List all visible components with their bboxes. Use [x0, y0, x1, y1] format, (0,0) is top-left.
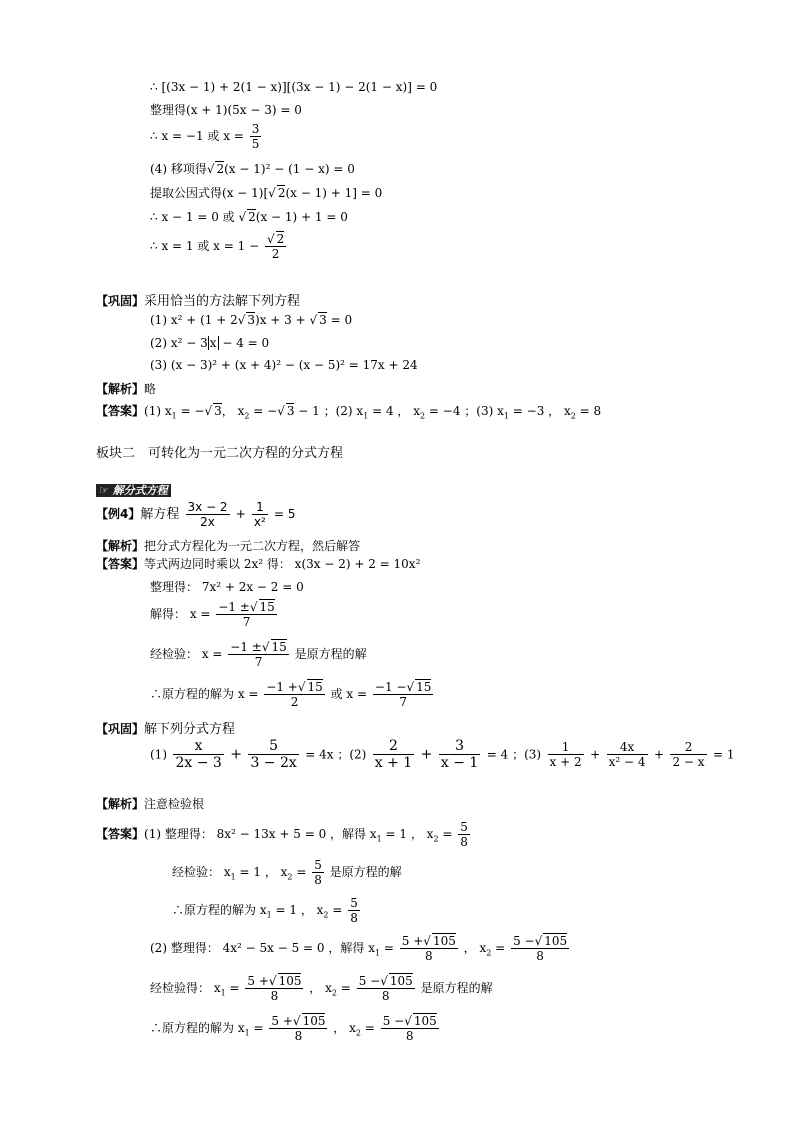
denominator: 8 — [424, 949, 433, 963]
subscript: 2 — [420, 411, 426, 421]
eq-line-2-expr: (x + 1)(5x − 3) = 0 — [186, 103, 302, 117]
eq-part: 5 + — [247, 974, 269, 988]
jiexi-text: 注意检验根 — [144, 797, 205, 811]
denominator: 7 — [399, 695, 407, 709]
sqrt: 2 — [216, 162, 225, 176]
eq-line-5-prefix: 提取公因式得 — [150, 186, 223, 200]
eq-part: ， x — [463, 941, 487, 955]
subscript: 1 — [266, 910, 272, 920]
subscript: 1 — [503, 411, 509, 421]
eq-part: 5 − — [513, 934, 535, 948]
numerator: −1 −√ 15 — [374, 680, 432, 694]
operator: + — [653, 747, 665, 762]
example-4-step-3 — [150, 640, 367, 669]
numerator: 5 — [248, 738, 298, 755]
jiexi-label: 【解析】 — [96, 539, 145, 553]
eq-part: = −4 ；(3) x — [425, 404, 504, 418]
sqrt: 105 — [432, 934, 456, 948]
numerator: √ 2 — [266, 232, 285, 246]
numerator: 3x − 2 — [187, 500, 228, 514]
subscript: 2 — [323, 910, 329, 920]
eq-part: ， x — [221, 404, 245, 418]
eq-line-7 — [150, 232, 288, 261]
operator: + — [235, 507, 246, 521]
gonggu-2-jiexi — [96, 797, 204, 811]
denominator: 2 — [290, 695, 299, 709]
eq-part: = — [225, 981, 240, 995]
eq-part: 或 x = — [330, 687, 368, 701]
example-4-answer — [96, 557, 420, 571]
gonggu-1-answer: 【答案】(1) $x_1$ = −√ 3， $x_2$ = −√ 3 − 1 ；(2) $x_1 = 4$ ， $x_2 = -4$ ；(3) $x_1 = -3$ ， $x_2 = 8$ — [96, 404, 602, 421]
eq-part: = — [249, 1021, 264, 1035]
eq-part: ∴原方程的解为 x — [150, 1021, 245, 1035]
fraction — [400, 934, 458, 963]
eq-part: = −3 ， x — [508, 404, 571, 418]
gonggu-2-answer-2 — [150, 934, 571, 963]
gonggu-label: 【巩固】 — [96, 722, 145, 736]
sqrt: 105 — [302, 1014, 326, 1028]
numerator: 4x — [607, 740, 648, 755]
sqrt: 105 — [413, 1014, 437, 1028]
fraction — [670, 740, 706, 769]
eq-part: 经检验： x — [172, 865, 231, 879]
eq-part: − 4 = 0 — [222, 336, 270, 350]
numerator: −1 ±√ 15 — [230, 640, 287, 654]
answer-label: 【答案】 — [96, 827, 145, 841]
example-4-jiexi — [96, 539, 360, 553]
example-4-step-4 — [150, 680, 435, 709]
eq-line-5-a: (x − 1)[ — [222, 186, 269, 200]
eq-part: = — [292, 865, 307, 879]
answer-text: 等式两边同时乘以 2x² 得： x(3x − 2) + 2 = 10x² — [144, 557, 421, 571]
eq-part: = 4 ；(3) — [486, 747, 542, 762]
eq-part: = — [438, 827, 453, 841]
operator: + — [230, 746, 242, 763]
subscript: 1 — [376, 834, 382, 844]
eq-part: = — [491, 941, 506, 955]
numerator: 5 +√ 105 — [401, 934, 456, 948]
numerator: 3 — [439, 738, 480, 755]
denominator: 2 − x — [672, 755, 705, 769]
subscript: 1 — [363, 411, 369, 421]
abs-value: x — [209, 336, 217, 350]
sqrt: 105 — [544, 934, 568, 948]
eq-line-5: 提取公因式得(x − 1)[√ 2(x − 1) + 1] = 0 — [150, 186, 383, 200]
eq-part: − 1 ；(2) x — [294, 404, 364, 418]
gonggu-2-check-2 — [150, 974, 493, 1003]
denominator: 2x − 3 — [175, 755, 222, 771]
subscript: 1 — [374, 948, 381, 958]
gonggu-1-eq-2 — [150, 336, 269, 350]
eq-part: −1 − — [374, 680, 407, 694]
eq-part: ∴原方程的解为 x = — [150, 687, 259, 701]
subscript: 1 — [244, 1028, 250, 1038]
numerator: 2 — [670, 740, 706, 755]
eq-part: 5 + — [271, 1014, 293, 1028]
eq-part: (1) x² + (1 + 2 — [150, 313, 238, 327]
eq-line-2-prefix: 整理得 — [150, 103, 187, 117]
eq-part: )x + 3 + — [255, 313, 306, 327]
fraction — [265, 232, 286, 261]
sqrt: 2 — [277, 186, 286, 200]
eq-line-6: ∴ x − 1 = 0 或 √ 2(x − 1) + 1 = 0 — [150, 210, 348, 224]
eq-line-4-prefix: (4) 移项得 — [150, 162, 207, 176]
eq-part: = 1 ， x — [381, 827, 434, 841]
sqrt: 105 — [389, 974, 413, 988]
eq-line-6-b: (x − 1) + 1 = 0 — [255, 210, 348, 224]
fraction — [439, 738, 480, 771]
example-4-step-1: 整理得： 7x² + 2x − 2 = 0 — [150, 580, 304, 594]
numerator: 5 +√ 105 — [247, 974, 302, 988]
denominator: x − 1 — [440, 755, 479, 771]
jiexi-text: 把分式方程化为一元二次方程，然后解答 — [144, 539, 361, 553]
eq-part: = — [328, 903, 343, 917]
gonggu-2-problems — [150, 738, 735, 771]
eq-part: −1 + — [266, 680, 298, 694]
denominator: 8 — [294, 1029, 303, 1043]
sqrt: 15 — [271, 640, 287, 654]
subscript: 1 — [220, 988, 226, 998]
eq-part: 经检验： x = — [150, 647, 223, 661]
sqrt: 15 — [259, 600, 275, 614]
denominator: 2x — [200, 515, 215, 529]
eq-part: 是原方程的解 — [420, 981, 493, 995]
eq-part: = 5 — [273, 507, 296, 521]
topic-badge-text: ☞ 解分式方程 — [96, 484, 171, 497]
fraction — [264, 680, 325, 709]
eq-line-1: ∴ [(3x − 1) + 2(1 − x)][(3x − 1) − 2(1 − x)] = 0 — [150, 80, 438, 94]
jiexi-label: 【解析】 — [96, 382, 145, 396]
gonggu-2-conclude-1 — [172, 896, 362, 925]
subscript: 2 — [355, 1028, 361, 1038]
eq-line-2 — [150, 103, 302, 117]
eq-line-4: (4) 移项得√ 2(x − 1)² − (1 − x) = 0 — [150, 162, 355, 176]
denominator: 8 — [350, 911, 358, 925]
eq-line-5-b: (x − 1) + 1] = 0 — [285, 186, 383, 200]
eq-part: 解得： x = — [150, 607, 211, 621]
eq-part: = 0 — [330, 313, 353, 327]
denominator: 5 — [251, 137, 260, 151]
fraction — [548, 740, 584, 769]
fraction — [511, 934, 569, 963]
eq-part: 5 + — [401, 934, 424, 948]
gonggu-title: 采用恰当的方法解下列方程 — [144, 294, 301, 309]
eq-part: = − — [249, 404, 278, 418]
eq-part: (1) 整理得： 8x² − 13x + 5 = 0 ，解得 x — [144, 827, 377, 841]
gonggu-1-heading — [96, 290, 300, 309]
denominator: 8 — [536, 949, 544, 963]
gonggu-title: 解下列分式方程 — [144, 722, 236, 737]
answer-label: 【答案】 — [96, 404, 145, 418]
numerator: 5 +√ 105 — [271, 1014, 326, 1028]
eq-part: 经检验得： x — [150, 981, 221, 995]
numerator: 5 −√ 105 — [382, 1014, 437, 1028]
fraction — [186, 500, 230, 529]
subscript: 2 — [486, 948, 492, 958]
topic-badge — [96, 479, 171, 498]
fraction — [458, 820, 470, 849]
eq-part: (2) 整理得： 4x² − 5x − 5 = 0 ，解得 x — [150, 941, 375, 955]
problem-number: (1) — [150, 747, 167, 762]
numerator: 3 — [251, 122, 260, 136]
operator: + — [420, 746, 433, 763]
sqrt: 3 — [214, 404, 222, 418]
fraction — [228, 640, 289, 669]
example-title: 解方程 — [140, 507, 180, 522]
numerator: −1 +√ 15 — [266, 680, 323, 694]
sqrt: 105 — [278, 974, 302, 988]
denominator: 7 — [242, 615, 251, 629]
fraction — [373, 680, 434, 709]
fraction — [250, 122, 262, 151]
fraction — [248, 738, 298, 771]
denominator: 8 — [460, 835, 468, 849]
subscript: 2 — [570, 411, 576, 421]
eq-part: −1 ± — [230, 640, 262, 654]
eq-line-6-a: ∴ x − 1 = 0 或 — [150, 210, 235, 224]
numerator: 1 — [548, 740, 584, 755]
denominator: x² − 4 — [608, 755, 646, 769]
example-label: 【例4】 — [96, 507, 141, 521]
denominator: 8 — [270, 989, 279, 1003]
gonggu-label: 【巩固】 — [96, 294, 145, 308]
gonggu-1-eq-3: (3) (x − 3)² + (x + 4)² − (x − 5)² = 17x + 24 — [150, 358, 418, 372]
eq-part: ， x — [309, 981, 332, 995]
eq-part: = 4 ， x — [368, 404, 421, 418]
sqrt: 3 — [247, 313, 256, 327]
gonggu-2-check-1 — [172, 858, 402, 887]
subscript: 2 — [331, 988, 337, 998]
numerator: 5 −√ 105 — [513, 934, 568, 948]
answer-label: 【答案】 — [96, 557, 145, 571]
denominator: 2 — [271, 247, 280, 261]
eq-part: = — [380, 941, 394, 955]
denominator: x + 1 — [374, 755, 413, 771]
eq-part: −1 ± — [218, 600, 250, 614]
gonggu-2-answer-1 — [96, 820, 472, 849]
denominator: 7 — [254, 655, 263, 669]
numerator: 5 — [350, 896, 358, 910]
fraction — [173, 738, 223, 771]
eq-part: 是原方程的解 — [329, 865, 402, 879]
fraction — [252, 500, 268, 529]
fraction — [607, 740, 648, 769]
eq-line-4-rest: (x − 1)² − (1 − x) = 0 — [224, 162, 355, 176]
numerator: −1 ±√ 15 — [218, 600, 275, 614]
fraction — [348, 896, 360, 925]
sqrt: 3 — [286, 404, 295, 418]
eq-part: = 1 ， x — [271, 903, 324, 917]
example-4-step-2 — [150, 600, 279, 629]
numerator: 1 — [252, 500, 268, 515]
eq-part: = 4x ；(2) — [305, 747, 367, 762]
eq-part: = — [360, 1021, 375, 1035]
denominator: 3 − 2x — [250, 755, 297, 771]
sqrt: 15 — [307, 680, 323, 694]
eq-part: (1) x — [144, 404, 172, 418]
eq-part: 5 − — [382, 1014, 405, 1028]
fraction — [269, 1014, 327, 1043]
denominator: x² — [253, 515, 266, 529]
subscript: 1 — [171, 411, 177, 421]
example-4-heading — [96, 500, 296, 529]
denominator: x + 2 — [549, 755, 582, 769]
numerator: x — [173, 738, 223, 755]
jiexi-label: 【解析】 — [96, 797, 145, 811]
denominator: 8 — [405, 1029, 414, 1043]
sqrt: 3 — [319, 313, 327, 327]
sqrt: 2 — [248, 210, 256, 224]
eq-part: ∴原方程的解为 x — [172, 903, 267, 917]
subscript: 2 — [244, 411, 250, 421]
gonggu-1-jiexi — [96, 382, 156, 396]
gonggu-2-heading — [96, 718, 235, 737]
fraction — [357, 974, 415, 1003]
eq-part: = 1 ， x — [235, 865, 288, 879]
eq-part: = 1 — [713, 747, 735, 762]
denominator: 8 — [314, 873, 322, 887]
denominator: 8 — [381, 989, 390, 1003]
section-title: 板块二 可转化为一元二次方程的分式方程 — [96, 446, 344, 461]
numerator: 5 — [460, 820, 468, 834]
eq-part: = 8 — [575, 404, 602, 418]
sqrt: 2 — [276, 232, 285, 246]
eq-line-7-prefix: ∴ x = 1 或 x = 1 − — [150, 239, 260, 253]
operator: + — [590, 747, 601, 762]
numerator: 5 −√ 105 — [358, 974, 413, 988]
eq-part: = − — [176, 404, 205, 418]
numerator: 2 — [373, 738, 414, 755]
gonggu-1-eq-1: (1) x² + (1 + 2√ 3)x + 3 + √ 3 = 0 — [150, 313, 353, 327]
gonggu-2-conclude-2 — [150, 1014, 441, 1043]
fraction — [381, 1014, 439, 1043]
subscript: 2 — [287, 872, 293, 882]
jiexi-text: 略 — [144, 382, 157, 396]
fraction — [216, 600, 277, 629]
eq-line-3 — [150, 122, 263, 151]
sqrt: 15 — [416, 680, 432, 694]
subscript: 2 — [433, 834, 439, 844]
eq-part: 5 − — [358, 974, 381, 988]
numerator: 5 — [314, 858, 322, 872]
eq-part: ， x — [333, 1021, 356, 1035]
eq-line-3-prefix: ∴ x = −1 或 x = — [150, 129, 244, 143]
fraction — [245, 974, 303, 1003]
eq-part: (2) x² − 3 — [150, 336, 208, 350]
fraction — [312, 858, 324, 887]
eq-part: = — [336, 981, 351, 995]
fraction — [373, 738, 414, 771]
eq-part: 是原方程的解 — [294, 647, 367, 661]
subscript: 1 — [230, 872, 236, 882]
